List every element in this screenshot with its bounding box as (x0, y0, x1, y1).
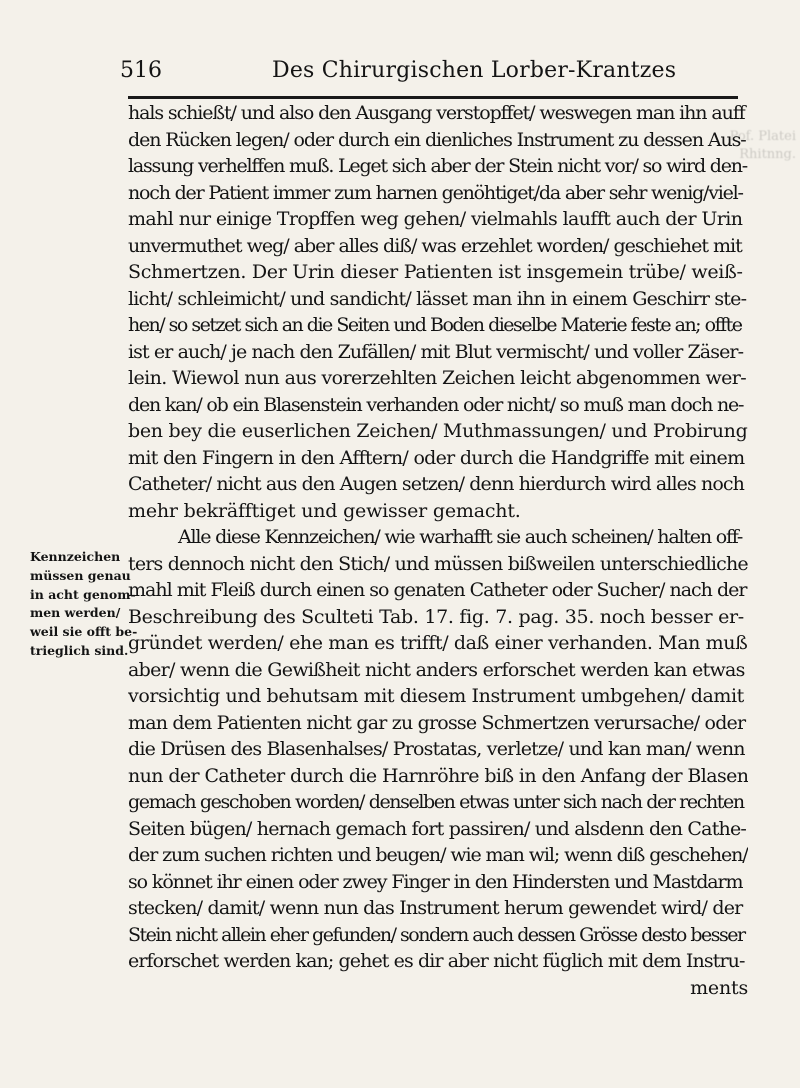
running-title: Des Chirurgischen Lorber-Krantzes (272, 58, 677, 83)
header-rule (128, 96, 738, 99)
text-line: hals schießt/ und also den Ausgang verstopffet/ weswegen man ihn auff (128, 102, 745, 124)
marginal-note-line: trieglich sind. (30, 642, 129, 658)
text-line: gründet werden/ ehe man es trifft/ daß einer verhanden. Man muß (128, 632, 748, 654)
text-line: mit den Fingern in den Afftern/ oder durch die Handgriffe mit einem (128, 446, 745, 469)
text-line: die Drüsen des Blasenhalses/ Prostatas, verletze/ und kan man/ wenn (128, 738, 745, 760)
text-line: ters dennoch nicht den Stich/ und müssen bißweilen unterschiedliche (128, 552, 748, 575)
catchword: ments (690, 976, 748, 999)
marginal-note-line: weil sie offt be- (30, 624, 138, 640)
page-number: 516 (120, 58, 162, 83)
text-line: ben bey die euserlichen Zeichen/ Muthmassungen/ und Probirung (128, 420, 748, 442)
text-line: Alle diese Kennzeichen/ wie warhafft sie auch scheinen/ halten off- (178, 526, 743, 548)
text-line: stecken/ damit/ wenn nun das Instrument herum gewendet wird/ der (128, 897, 743, 919)
text-line: aber/ wenn die Gewißheit nicht anders erforschet werden kan etwas (128, 658, 745, 681)
marginal-note (30, 548, 138, 661)
text-line: gemach geschoben worden/ denselben etwas unter sich nach der rechten (128, 791, 744, 813)
text-line: mahl nur einige Tropffen weg gehen/ vielmahls laufft auch der Urin (128, 208, 743, 230)
text-line: mahl mit Fleiß durch einen so genaten Catheter oder Sucher/ nach der (128, 579, 747, 601)
text-line: noch der Patient immer zum harnen genöhtiget/da aber sehr wenig/viel- (128, 181, 743, 204)
text-line: Seiten bügen/ hernach gemach fort passiren/ und alsdenn den Cathe- (128, 817, 747, 840)
marginal-note-line: müssen genau (30, 567, 131, 583)
text-line: Beschreibung des Sculteti Tab. 17. fig. 7. pag. 35. noch besser er- (128, 605, 744, 628)
text-line: lein. Wiewol nun aus vorerzehlten Zeichen leicht abgenommen wer- (128, 367, 747, 389)
bleed-through-text: Pof. Platei Rhitnng. (729, 129, 796, 162)
text-line: licht/ schleimicht/ und sandicht/ lässet man ihn in einem Geschirr ste- (128, 287, 747, 310)
text-line: den Rücken legen/ oder durch ein dienliches Instrument zu dessen Aus- (128, 128, 746, 151)
text-line: lassung verhelffen muß. Leget sich aber der Stein nicht vor/ so wird den- (128, 155, 748, 177)
text-line: ist er auch/ je nach den Zufällen/ mit Blut vermischt/ und voller Zäser- (128, 340, 744, 363)
text-line: der zum suchen richten und beugen/ wie man wil; wenn diß geschehen/ (128, 844, 748, 866)
text-line: nun der Catheter durch die Harnröhre biß in den Anfang der Blasen (128, 764, 748, 787)
page-header (120, 50, 740, 90)
text-line: so könnet ihr einen oder zwey Finger in den Hindersten und Mastdarm (128, 870, 743, 893)
text-line: Schmertzen. Der Urin dieser Patienten ist insgemein trübe/ weiß- (128, 261, 743, 283)
marginal-note-line: Kennzeichen (30, 549, 121, 564)
text-line: erforschet werden kan; gehet es dir aber nicht füglich mit dem Instru- (128, 950, 745, 972)
marginal-note-line: men werden/ (30, 605, 121, 621)
main-text-block (128, 100, 748, 1001)
text-line: unvermuthet weg/ aber alles diß/ was erzehlet worden/ geschiehet mit (128, 234, 742, 257)
text-line: Stein nicht allein eher gefunden/ sondern auch dessen Grösse desto besser (128, 923, 745, 946)
text-line: mehr bekräfftiget und gewisser gemacht. (128, 499, 521, 522)
text-line: Catheter/ nicht aus den Augen setzen/ denn hierdurch wird alles noch (128, 473, 744, 495)
text-line: den kan/ ob ein Blasenstein verhanden oder nicht/ so muß man doch ne- (128, 393, 744, 416)
text-line: man dem Patienten nicht gar zu grosse Schmertzen verursache/ oder (128, 711, 746, 734)
text-line: vorsichtig und behutsam mit diesem Instrument umbgehen/ damit (128, 685, 744, 707)
marginal-note-line: in acht genom- (30, 586, 136, 602)
text-line: hen/ so setzet sich an die Seiten und Boden dieselbe Materie feste an; offte (128, 314, 742, 336)
